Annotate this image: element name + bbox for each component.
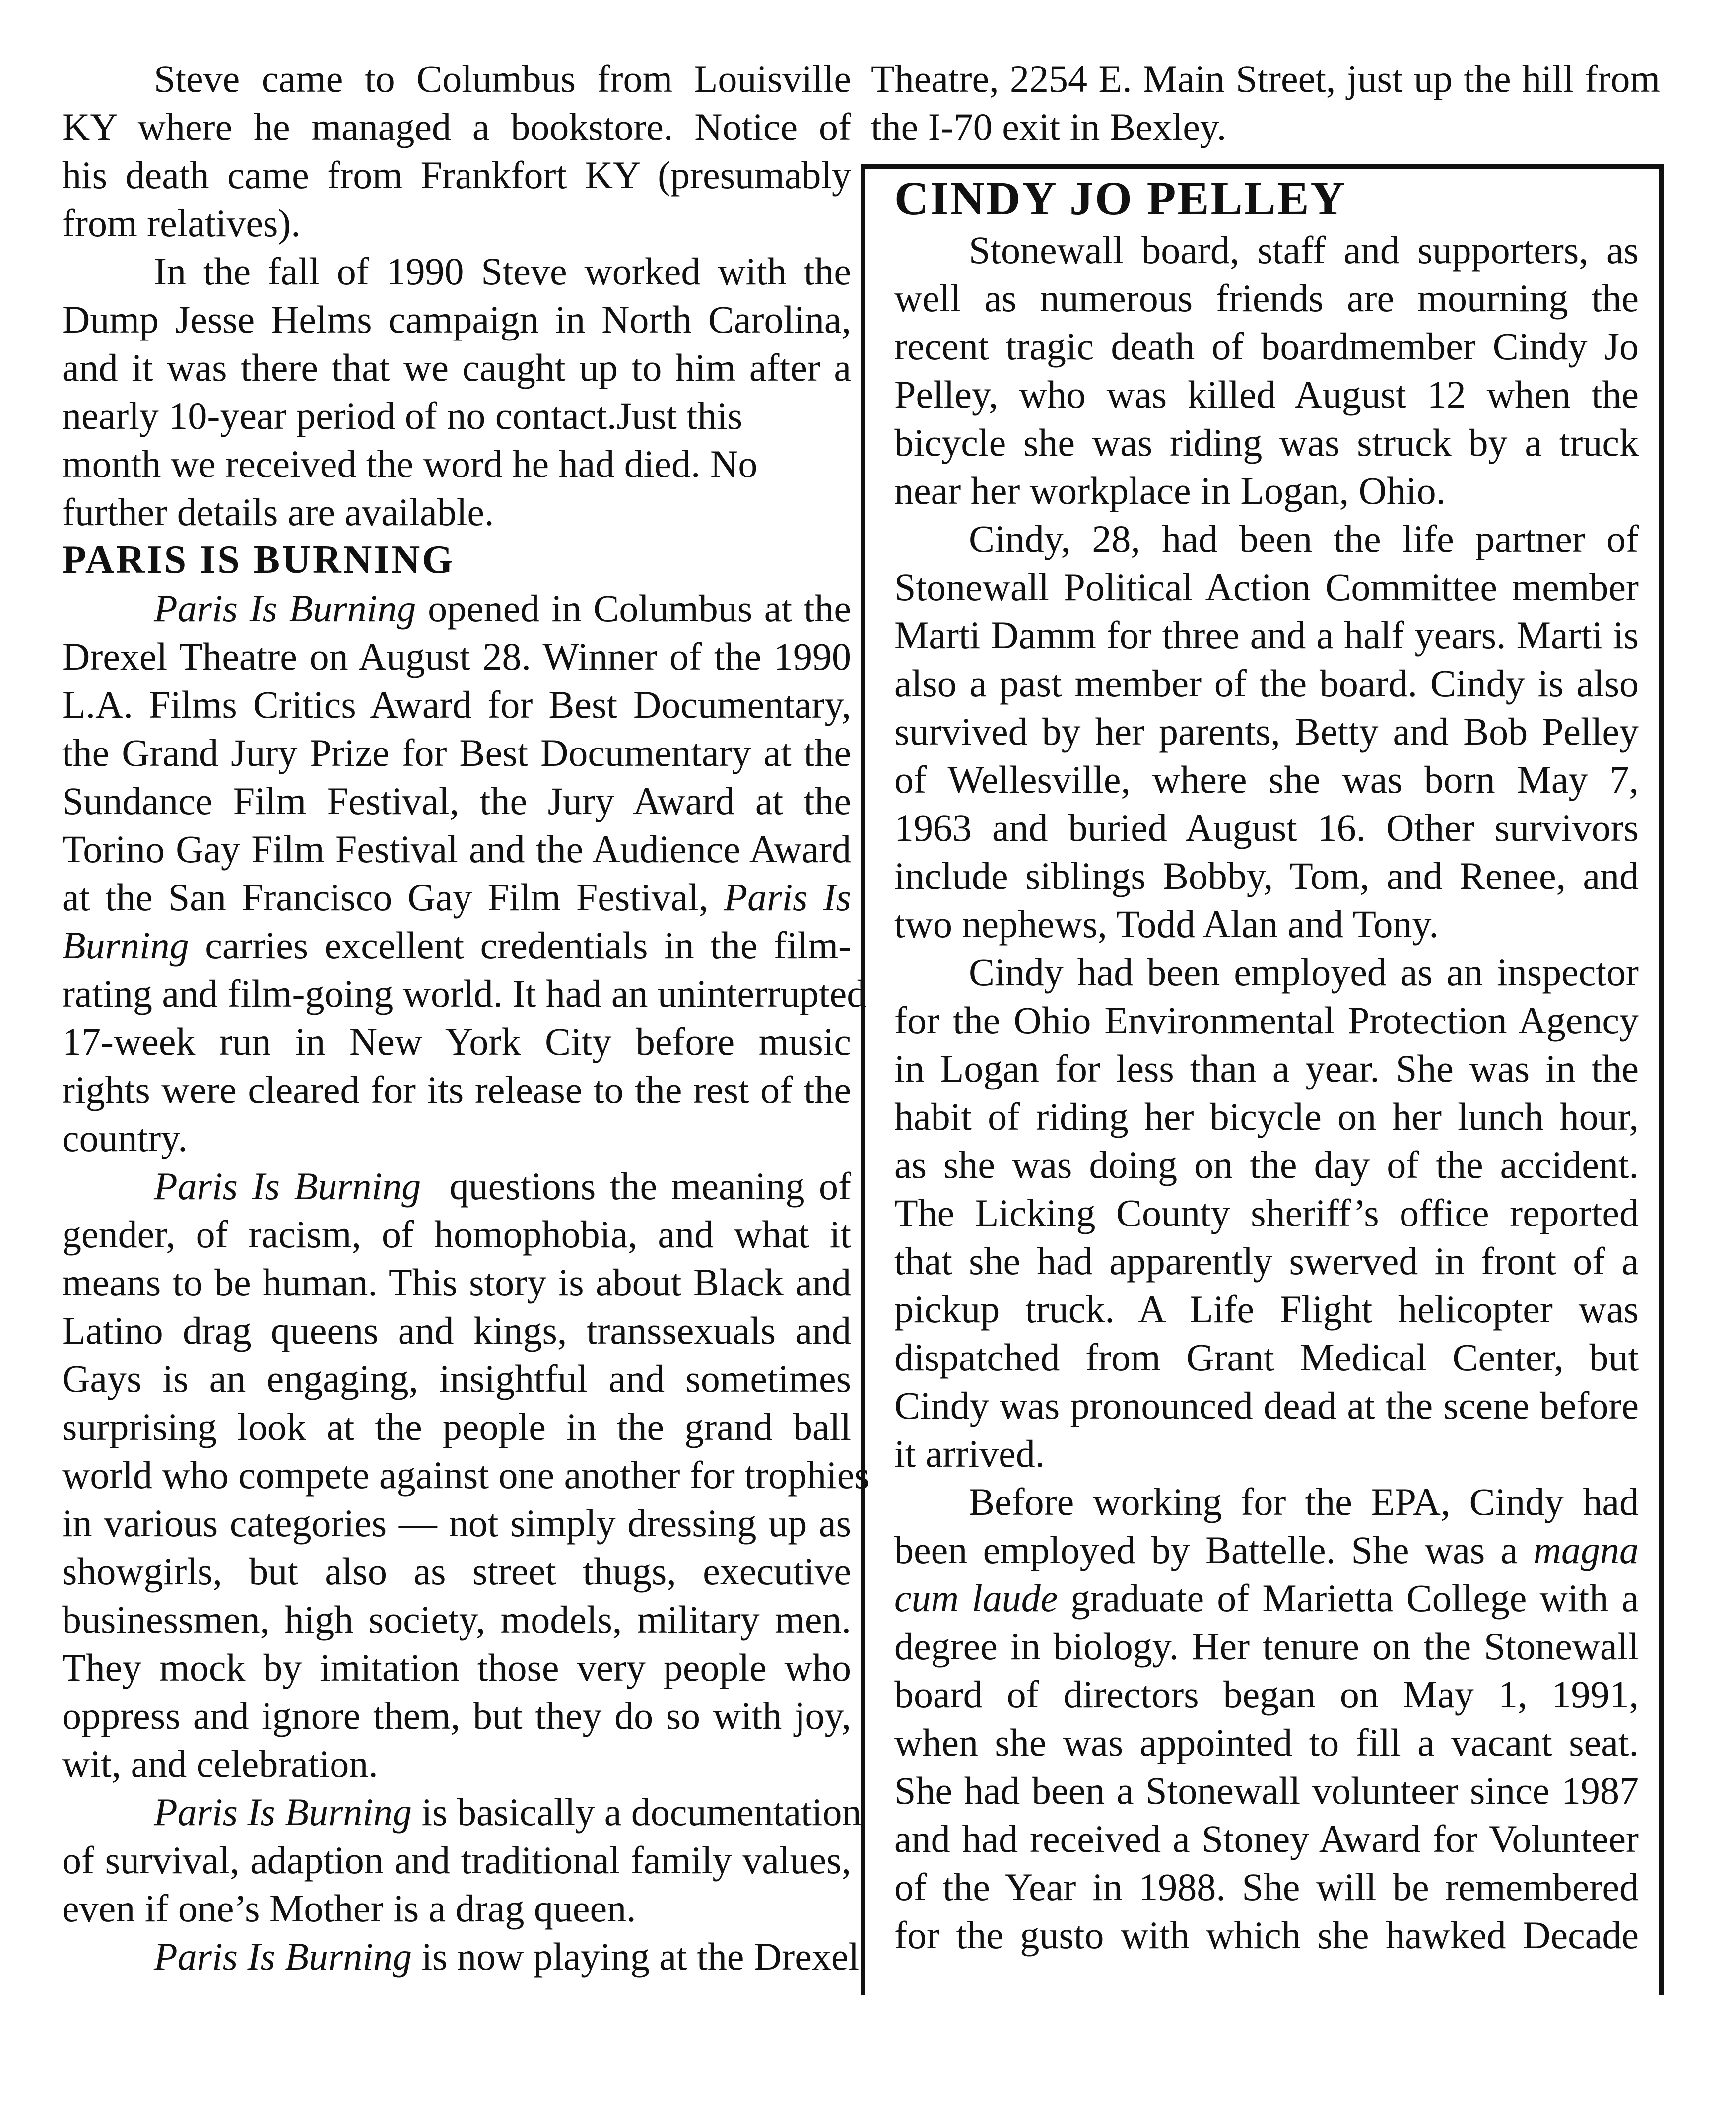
text-line: bicycle she was riding was struck by a truck — [894, 421, 1639, 464]
text-line: rights were cleared for its release to the rest of the — [62, 1068, 851, 1111]
film-title: Paris Is — [724, 876, 851, 919]
steve-paragraph-1 — [62, 55, 851, 247]
obituary-paragraph-2 — [894, 515, 1639, 948]
text-line: Cindy, 28, had been the life partner of — [969, 517, 1639, 560]
text-segment: graduate of Marietta College with a — [1058, 1576, 1639, 1620]
text-line: gender, of racism, of homophobia, and what it — [62, 1213, 851, 1256]
text-line: Drexel Theatre on August 28. Winner of the 1990 — [62, 635, 851, 678]
text-segment: at the San Francisco Gay Film Festival, — [62, 876, 724, 919]
right-column-continuation — [871, 55, 1660, 151]
text-line: rating and film-going world. It had an uninterrupted — [62, 972, 867, 1015]
text-line: surprising look at the people in the grand ball — [62, 1405, 851, 1448]
latin-honor: magna — [1533, 1528, 1639, 1571]
text-line: Stonewall board, staff and supporters, as — [969, 228, 1639, 272]
text-line: Marti Damm for three and a half years. Marti is — [894, 613, 1639, 657]
text-line — [894, 1526, 1639, 1574]
text-line: Cindy was pronounced dead at the scene before — [894, 1384, 1639, 1427]
text-line — [62, 584, 851, 632]
text-line: for the gusto with which she hawked Decade — [894, 1913, 1639, 1957]
text-segment: is now playing at the Drexel — [412, 1935, 860, 1978]
text-line: In the fall of 1990 Steve worked with the — [154, 250, 851, 293]
text-line — [62, 1932, 860, 1980]
text-line: KY where he managed a bookstore. Notice of — [62, 105, 851, 148]
text-line: Dump Jesse Helms campaign in North Carolina, — [62, 298, 851, 341]
text-line: Steve came to Columbus from Louisville — [154, 57, 851, 100]
text-line: near her workplace in Logan, Ohio. — [894, 469, 1446, 512]
paris-paragraph-4 — [62, 1932, 860, 1980]
text-line: showgirls, but also as street thugs, executive — [62, 1550, 851, 1593]
text-line: board of directors began on May 1, 1991, — [894, 1673, 1639, 1716]
text-line: She had been a Stonewall volunteer since 1987 — [894, 1769, 1639, 1812]
text-line: well as numerous friends are mourning the — [894, 276, 1639, 320]
text-line: 1963 and buried August 16. Other survivors — [894, 806, 1639, 849]
text-line: L.A. Films Critics Award for Best Documentary, — [62, 683, 851, 726]
text-line: in various categories — not simply dressing up as — [62, 1501, 851, 1545]
obituary-box-cindy-jo-pelley — [861, 164, 1664, 1995]
text-segment: opened in Columbus at the — [416, 587, 851, 630]
text-line: pickup truck. A Life Flight helicopter was — [894, 1288, 1639, 1331]
obituary-paragraph-4 — [894, 1478, 1639, 1959]
text-segment: is basically a documentation — [412, 1790, 862, 1834]
text-line: recent tragic death of boardmember Cindy Jo — [894, 325, 1639, 368]
text-line: as she was doing on the day of the accident. — [894, 1143, 1639, 1186]
text-line: even if one’s Mother is a drag queen. — [62, 1887, 636, 1930]
text-line: from relatives). — [62, 202, 301, 245]
text-line: that she had apparently swerved in front of a — [894, 1239, 1639, 1283]
text-line: world who compete against one another for trophies — [62, 1453, 869, 1497]
text-line: it arrived. — [894, 1432, 1045, 1475]
obituary-paragraph-3 — [894, 948, 1639, 1478]
text-line: further details are available. — [62, 490, 494, 534]
text-line: of survival, adaption and traditional family values, — [62, 1838, 851, 1882]
film-title: Paris Is Burning — [154, 587, 416, 630]
latin-honor: cum laude — [894, 1576, 1058, 1620]
text-line: in Logan for less than a year. She was in the — [894, 1047, 1639, 1090]
obituary-paragraph-1 — [894, 226, 1639, 515]
text-segment: questions the meaning of — [421, 1164, 851, 1208]
paris-paragraph-2 — [62, 1162, 869, 1788]
text-line: of Wellesville, where she was born May 7, — [894, 758, 1639, 801]
text-line: Gays is an engaging, insightful and sometimes — [62, 1357, 851, 1400]
paris-paragraph-1 — [62, 584, 867, 1162]
text-line: means to be human. This story is about Black and — [62, 1261, 851, 1304]
text-line: 17-week run in New York City before music — [62, 1020, 851, 1063]
text-line: Cindy had been employed as an inspector — [969, 951, 1639, 994]
left-column — [62, 55, 869, 1980]
text-line: wit, and celebration. — [62, 1742, 378, 1785]
film-title: Paris Is Burning — [154, 1935, 412, 1978]
obituary-heading: CINDY JO PELLEY — [894, 172, 1346, 225]
text-line: survived by her parents, Betty and Bob Pelley — [894, 710, 1639, 753]
film-title: Paris Is Burning — [154, 1164, 421, 1208]
text-line: degree in biology. Her tenure on the Stonewall — [894, 1625, 1639, 1668]
text-line: month we received the word he had died. No — [62, 442, 758, 485]
text-line: Stonewall Political Action Committee member — [894, 565, 1639, 609]
text-line: dispatched from Grant Medical Center, but — [894, 1336, 1639, 1379]
obituary-content — [894, 171, 1639, 1959]
paris-paragraph-3 — [62, 1788, 862, 1932]
text-line: and it was there that we caught up to him after a — [62, 346, 851, 389]
text-line: Theatre, 2254 E. Main Street, just up the hill from — [871, 57, 1660, 100]
text-line: the Grand Jury Prize for Best Documentary at the — [62, 731, 851, 774]
article-heading-paris-is-burning: PARIS IS BURNING — [62, 538, 455, 582]
text-line: for the Ohio Environmental Protection Agency — [894, 999, 1639, 1042]
text-line — [62, 1162, 851, 1210]
text-line — [894, 1574, 1639, 1622]
text-line: businessmen, high society, models, military men. — [62, 1598, 851, 1641]
text-line: oppress and ignore them, but they do so with joy, — [62, 1694, 851, 1737]
text-line: Latino drag queens and kings, transsexuals and — [62, 1309, 851, 1352]
text-line: also a past member of the board. Cindy is also — [894, 662, 1639, 705]
text-line: when she was appointed to fill a vacant seat. — [894, 1721, 1639, 1764]
film-title: Paris Is Burning — [154, 1790, 412, 1834]
text-line: two nephews, Todd Alan and Tony. — [894, 902, 1439, 946]
text-line: Sundance Film Festival, the Jury Award at the — [62, 779, 851, 822]
text-line: nearly 10-year period of no contact.Just this — [62, 394, 743, 437]
text-line: Pelley, who was killed August 12 when the — [894, 373, 1639, 416]
text-segment: carries excellent credentials in the film- — [189, 924, 851, 967]
text-line: include siblings Bobby, Tom, and Renee, and — [894, 854, 1639, 897]
text-line: habit of riding her bicycle on her lunch hour, — [894, 1095, 1639, 1138]
text-line: of the Year in 1988. She will be remembered — [894, 1865, 1639, 1908]
steve-paragraph-2 — [62, 247, 851, 536]
text-line: They mock by imitation those very people who — [62, 1646, 851, 1689]
text-line — [62, 921, 851, 969]
text-segment: been employed by Battelle. She was a — [894, 1528, 1534, 1571]
text-line — [62, 1788, 862, 1836]
text-line: his death came from Frankfort KY (presumably — [62, 153, 851, 197]
text-line: the I-70 exit in Bexley. — [871, 105, 1227, 148]
film-title: Burning — [62, 924, 189, 967]
text-line: country. — [62, 1116, 188, 1159]
text-line: Before working for the EPA, Cindy had — [969, 1480, 1639, 1523]
text-line — [62, 873, 851, 921]
text-line: Torino Gay Film Festival and the Audience Award — [62, 827, 851, 871]
text-line: The Licking County sheriff’s office reported — [894, 1191, 1639, 1234]
text-line: and had received a Stoney Award for Volunteer — [894, 1817, 1639, 1860]
